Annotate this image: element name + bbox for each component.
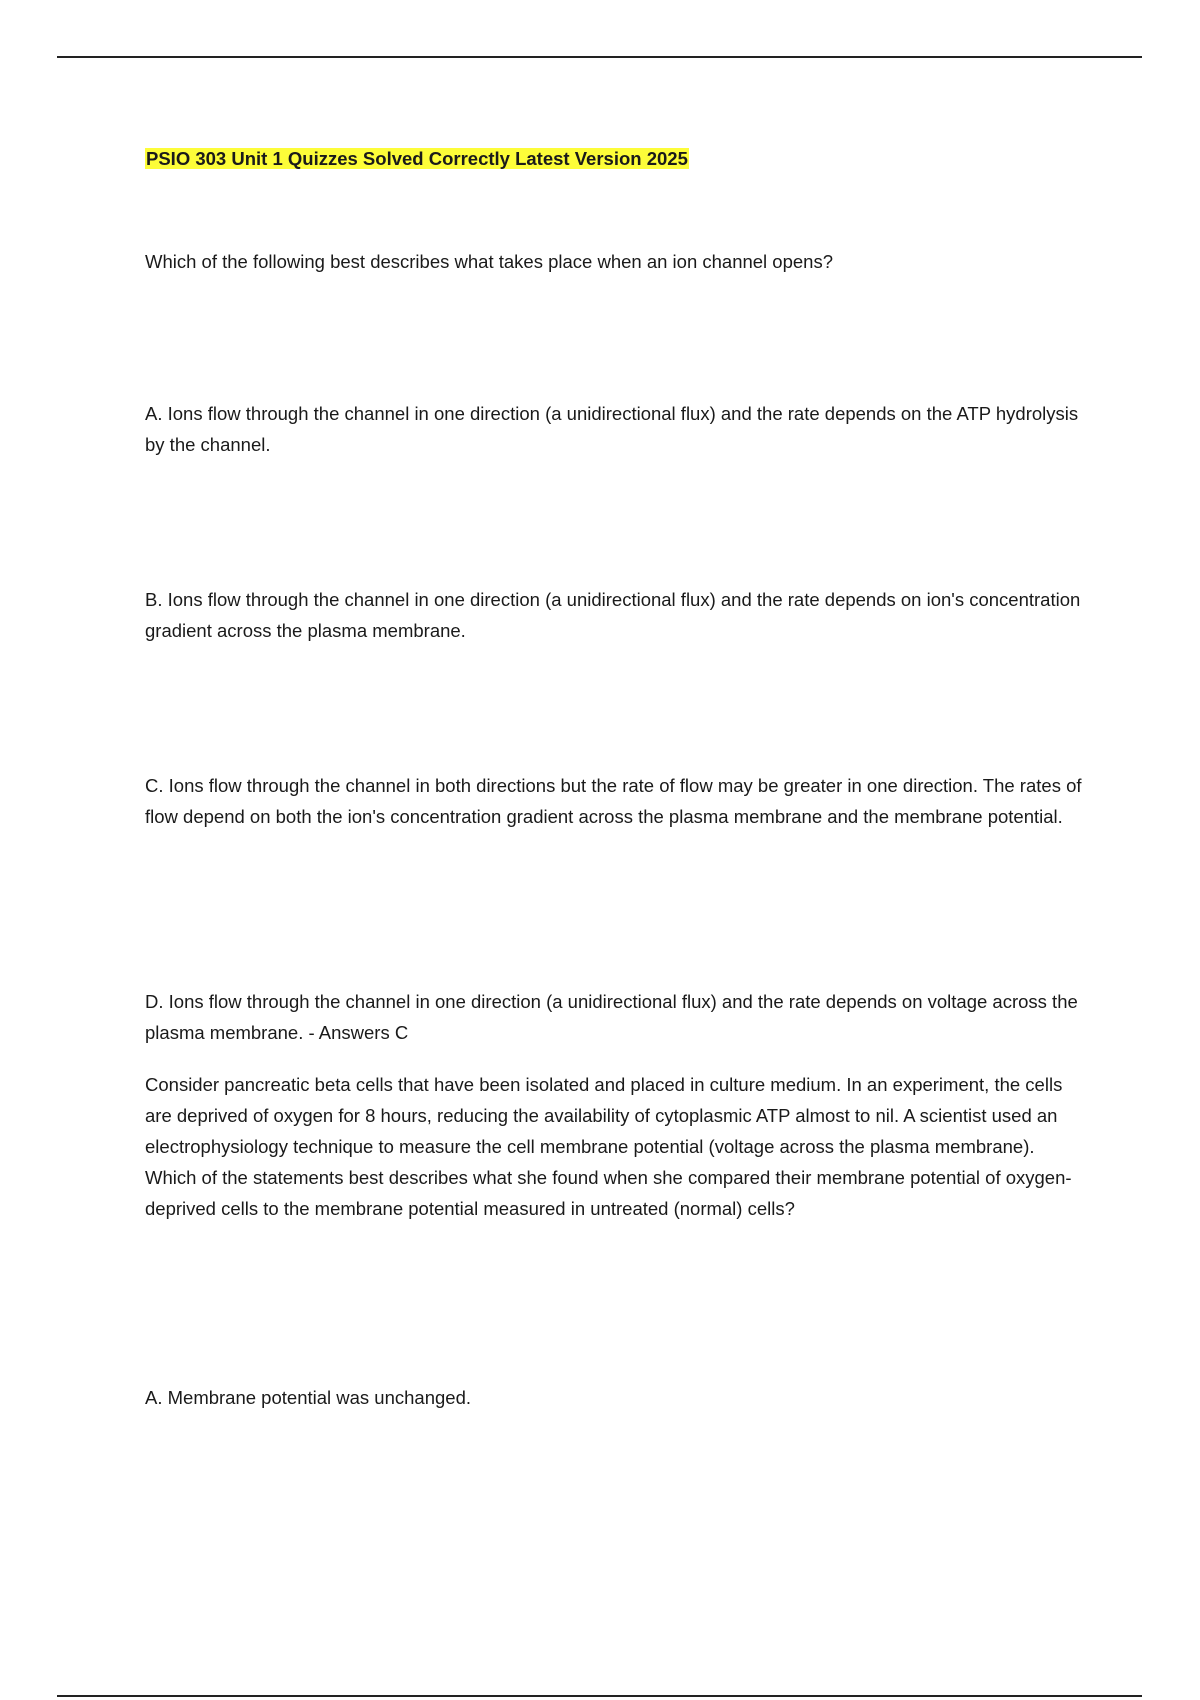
question-1-option-d: D. Ions flow through the channel in one direction (a unidirectional flux) and the rate depends on voltage across the plasma membrane. - Answers C [145, 991, 1078, 1043]
footer-rule [57, 1695, 1142, 1697]
question-1-option-c: C. Ions flow through the channel in both directions but the rate of flow may be greater in one direction. The rates of flow depend on both the ion's concentration gradient across the plasma membrane and the membrane potential. [145, 775, 1082, 827]
question-1-stem: Which of the following best describes what takes place when an ion channel opens? [145, 251, 834, 272]
question-2-stem: Consider pancreatic beta cells that have been isolated and placed in culture medium. In an experiment, the cells are deprived of oxygen for 8 hours, reducing the availability of cytoplasmic ATP almost to nil. A scientist used an electrophysiology technique to measure the cell membrane potential (voltage across the plasma membrane). Which of the statements best describes what she found when she compared their membrane potential of oxygen-deprived cells to the membrane potential measured in untreated (normal) cells? [145, 1074, 1072, 1219]
question-1-option-b: B. Ions flow through the channel in one direction (a unidirectional flux) and the rate depends on ion's concentration gradient across the plasma membrane. [145, 589, 1081, 641]
question-1-option-a: A. Ions flow through the channel in one direction (a unidirectional flux) and the rate depends on the ATP hydrolysis by the channel. [145, 403, 1079, 455]
question-2-option-a: A. Membrane potential was unchanged. [145, 1387, 472, 1408]
document-title [145, 146, 689, 172]
header-rule [57, 56, 1142, 58]
title-highlight: PSIO 303 Unit 1 Quizzes Solved Correctly Latest Version 2025 [146, 148, 688, 169]
